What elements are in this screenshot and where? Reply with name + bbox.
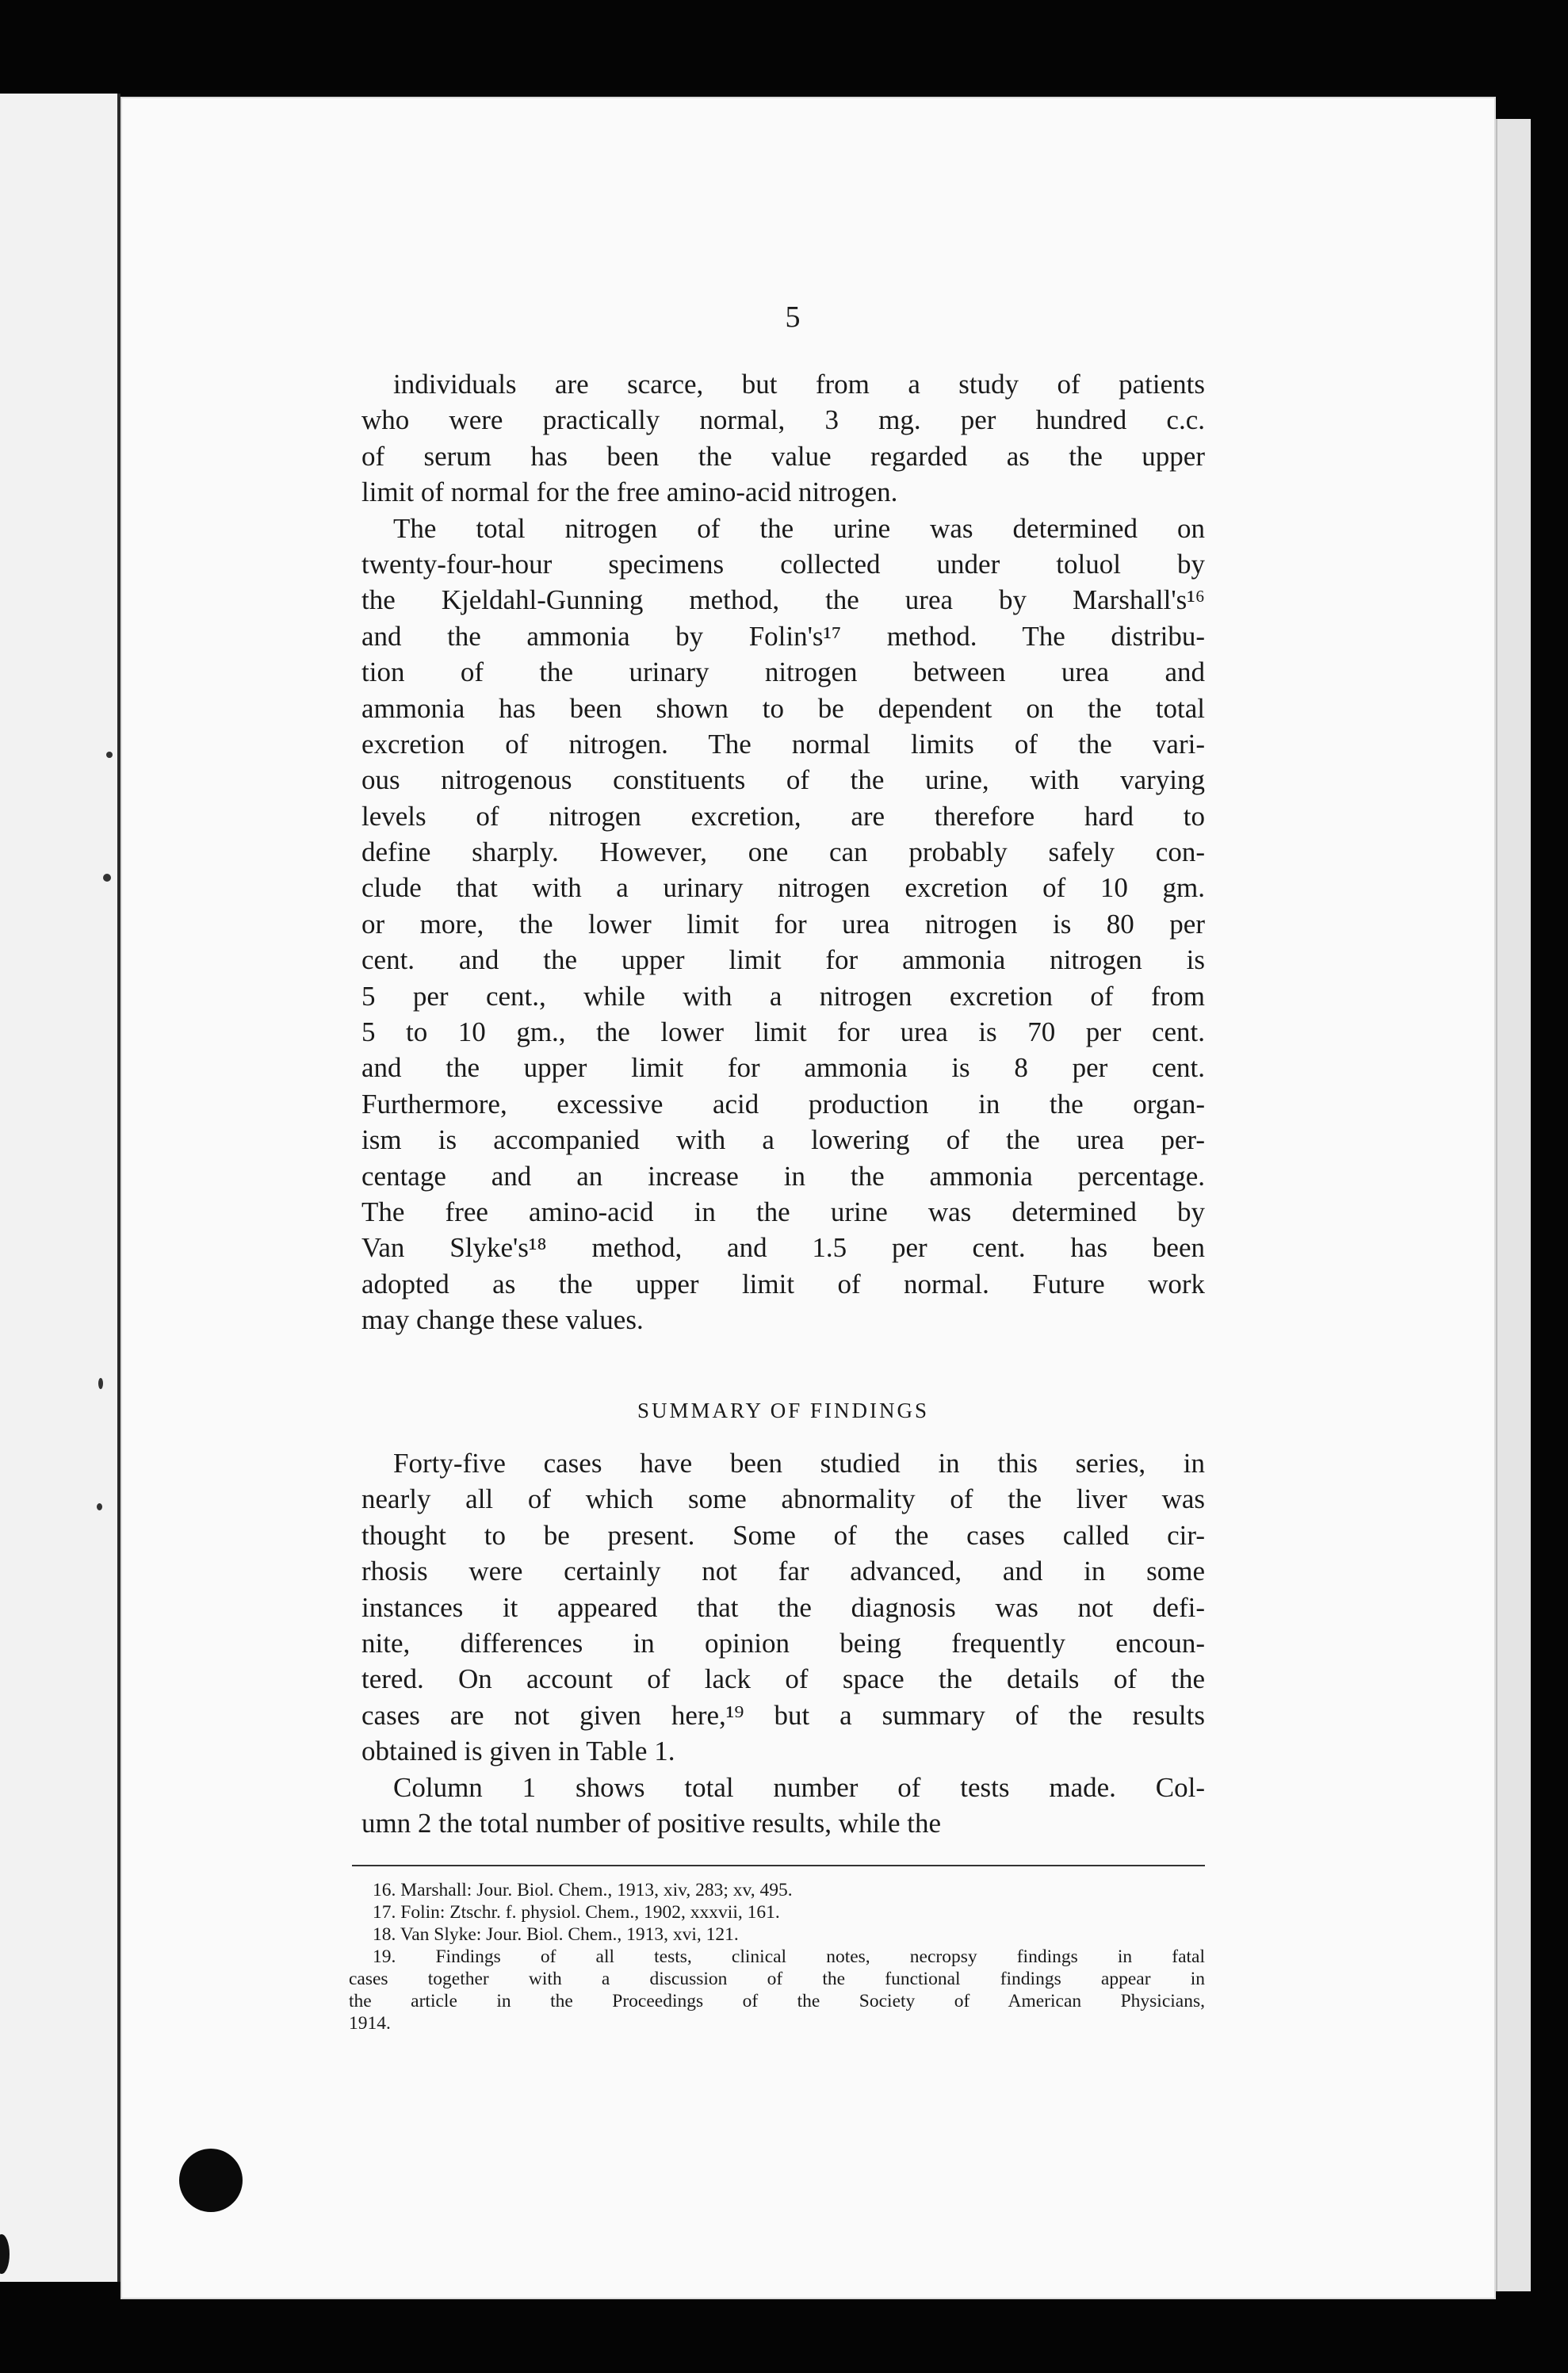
text-line: 5 per cent., while with a nitrogen excretion of from [361, 980, 1205, 1012]
text-line: tion of the urinary nitrogen between urea and [361, 656, 1205, 688]
text-line: Forty-five cases have been studied in this series, in [393, 1448, 1205, 1479]
text-line: individuals are scarce, but from a study of patients [393, 369, 1205, 400]
footnote-line: cases together with a discussion of the functional findings appear in [349, 1969, 1205, 1989]
footnote-line: 1914. [349, 2013, 391, 2034]
footnote-line: 18. Van Slyke: Jour. Biol. Chem., 1913, xvi, 121. [373, 1924, 739, 1945]
page-stack-edge [1496, 119, 1531, 2291]
text-line: levels of nitrogen excretion, are therefore hard to [361, 800, 1205, 832]
paragraph [361, 1770, 1205, 1842]
text-line: twenty-four-hour specimens collected under toluol by [361, 548, 1205, 580]
footnote-divider [352, 1865, 1205, 1866]
scan-speck [98, 1378, 103, 1389]
text-line: tered. On account of lack of space the details of the [361, 1663, 1205, 1695]
facing-page-edge [0, 94, 120, 2282]
text-line: umn 2 the total number of positive results, while the [361, 1807, 941, 1839]
text-line: and the ammonia by Folin's¹⁷ method. The distribu- [361, 620, 1205, 652]
text-line: Column 1 shows total number of tests made. Col- [393, 1771, 1205, 1803]
body-text-top [361, 366, 1205, 1338]
punch-hole [179, 2149, 243, 2212]
paragraph [361, 1445, 1205, 1770]
footnote-line: 17. Folin: Ztschr. f. physiol. Chem., 1902, xxxvii, 161. [373, 1902, 780, 1923]
text-line: 5 to 10 gm., the lower limit for urea is 70 per cent. [361, 1016, 1205, 1048]
paragraph [361, 366, 1205, 511]
text-line: the Kjeldahl-Gunning method, the urea by Marshall's¹⁶ [361, 584, 1205, 616]
text-line: nearly all of which some abnormality of the liver was [361, 1483, 1205, 1515]
text-line: limit of normal for the free amino-acid nitrogen. [361, 477, 898, 508]
text-line: centage and an increase in the ammonia percentage. [361, 1160, 1205, 1192]
text-line: adopted as the upper limit of normal. Future work [361, 1268, 1205, 1299]
text-line: ism is accompanied with a lowering of the urea per- [361, 1124, 1205, 1156]
text-line: or more, the lower limit for urea nitrogen is 80 per [361, 908, 1205, 940]
text-line: instances it appeared that the diagnosis was not defi- [361, 1591, 1205, 1623]
page-number: 5 [785, 300, 801, 334]
text-line: who were practically normal, 3 mg. per hundred c.c. [361, 404, 1205, 436]
paragraph [361, 511, 1205, 1338]
text-line: thought to be present. Some of the cases called cir- [361, 1519, 1205, 1551]
text-line: ous nitrogenous constituents of the urine, with varying [361, 764, 1205, 796]
text-line: ammonia has been shown to be dependent on the total [361, 692, 1205, 724]
body-text-bottom [361, 1445, 1205, 1841]
footnote-line: the article in the Proceedings of the Society of American Physicians, [349, 1991, 1205, 2011]
scan-speck [106, 752, 113, 758]
text-line: and the upper limit for ammonia is 8 per cent. [361, 1052, 1205, 1084]
footnote-line: 19. Findings of all tests, clinical notes, necropsy findings in fatal [373, 1946, 1205, 1967]
text-line: Van Slyke's¹⁸ method, and 1.5 per cent. has been [361, 1232, 1205, 1264]
scan-speck [97, 1503, 102, 1510]
binding-hole-left [0, 2234, 10, 2274]
text-line: The total nitrogen of the urine was determined on [393, 512, 1205, 544]
footnotes [349, 1879, 1205, 2034]
text-line: obtained is given in Table 1. [361, 1736, 675, 1767]
text-line: rhosis were certainly not far advanced, and in some [361, 1556, 1205, 1587]
footnote-line: 16. Marshall: Jour. Biol. Chem., 1913, xiv, 283; xv, 495. [373, 1880, 793, 1900]
text-line: cases are not given here,¹⁹ but a summary of the results [361, 1699, 1205, 1731]
text-line: of serum has been the value regarded as the upper [361, 440, 1205, 472]
text-line: define sharply. However, one can probably safely con- [361, 836, 1205, 868]
text-line: may change these values. [361, 1304, 644, 1336]
section-heading: SUMMARY OF FINDINGS [637, 1399, 930, 1422]
text-line: nite, differences in opinion being frequently encoun- [361, 1627, 1205, 1659]
text-line: The free amino-acid in the urine was determined by [361, 1196, 1205, 1227]
text-line: excretion of nitrogen. The normal limits of the vari- [361, 728, 1205, 760]
text-line: clude that with a urinary nitrogen excretion of 10 gm. [361, 872, 1205, 904]
scan-speck [103, 874, 111, 882]
text-line: cent. and the upper limit for ammonia nitrogen is [361, 944, 1205, 976]
text-line: Furthermore, excessive acid production in the organ- [361, 1088, 1205, 1120]
